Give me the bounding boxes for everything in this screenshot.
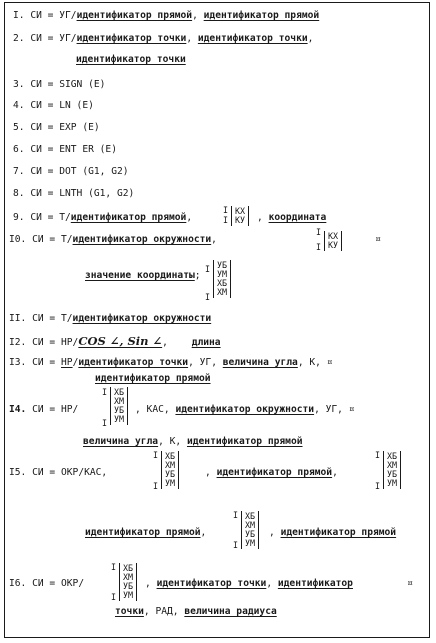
matrix-entry: ХБ <box>245 511 256 521</box>
item-number: 4. <box>13 100 25 111</box>
separator: / <box>72 357 79 368</box>
item-2 <box>13 34 313 44</box>
identifier-term: идентификатор окружности <box>72 313 212 324</box>
roman-marker: I <box>375 481 381 491</box>
item-10-continuation <box>85 271 201 281</box>
item-number: 8. <box>13 188 25 199</box>
separator: , <box>200 527 207 538</box>
matrix-entry: ХБ <box>123 563 134 573</box>
matrix-entry: КХ <box>328 231 339 241</box>
item-13 <box>9 358 333 368</box>
matrix-entry: УМ <box>123 590 134 600</box>
matrix-entry: ХБ <box>114 387 125 397</box>
separator: , <box>307 33 314 44</box>
separator: , УГ, ¤ <box>314 404 355 415</box>
formula-prefix: СИ = Т/ <box>30 212 71 223</box>
separator: , <box>145 578 151 589</box>
item-number: I4. <box>9 404 27 415</box>
separator: , <box>211 234 217 245</box>
identifier-term: идентификатор <box>277 578 353 589</box>
matrix-entry: ХМ <box>387 460 398 470</box>
item-1 <box>13 11 319 21</box>
item-14 <box>9 405 78 415</box>
matrix-entry: ХМ <box>114 396 125 406</box>
bracket-matrix <box>213 260 231 298</box>
bracket-matrix <box>383 451 401 489</box>
item-number: 9. <box>13 212 25 223</box>
matrix-entry: УМ <box>165 478 176 488</box>
roman-marker: I <box>102 418 108 428</box>
identifier-term: идентификатор прямой <box>76 10 193 21</box>
matrix-entry: УМ <box>387 478 398 488</box>
item-14-tail <box>135 405 355 415</box>
continuation-mark-icon: ¤ <box>407 578 414 589</box>
matrix-entry: ХБ <box>165 451 176 461</box>
item-15-continuation <box>85 528 206 538</box>
roman-marker: I <box>111 562 117 572</box>
matrix-entry: ХМ <box>165 460 176 470</box>
formula: СИ = EXP (E) <box>30 122 100 133</box>
identifier-term: идентификатор точки <box>76 33 187 44</box>
identifier-term: идентификатор окружности <box>175 404 315 415</box>
formula-prefix: СИ = Т/ <box>32 234 73 245</box>
identifier-term: координата <box>268 212 327 223</box>
roman-marker: I <box>233 510 239 520</box>
matrix-entry: УМ <box>114 414 125 424</box>
formula-prefix: СИ = НР/ <box>32 404 79 415</box>
item-number: I2. <box>9 337 27 348</box>
separator: , <box>266 578 273 589</box>
item-15-tail <box>205 468 338 478</box>
item-14-continuation <box>83 437 303 447</box>
item-12 <box>9 336 221 348</box>
separator: , РАД, <box>143 606 185 617</box>
identifier-term: идентификатор прямой <box>95 373 211 384</box>
bracket-matrix <box>119 563 137 601</box>
matrix-entry: УМ <box>245 538 256 548</box>
matrix-entry: УБ <box>217 260 228 270</box>
item-number: I0. <box>9 234 27 245</box>
item-number: 3. <box>13 79 25 90</box>
roman-marker: I <box>102 387 108 397</box>
item-7 <box>13 167 129 177</box>
identifier-term: величина угла <box>222 357 298 368</box>
identifier-term: идентификатор точки <box>156 578 267 589</box>
separator: , <box>332 467 338 478</box>
matrix-entry: ХБ <box>387 451 398 461</box>
roman-marker: I <box>375 450 381 460</box>
item-number: 6. <box>13 144 25 155</box>
matrix-entry: КУ <box>235 215 246 225</box>
bracket-matrix <box>324 231 342 251</box>
separator: , <box>257 212 263 223</box>
item-3 <box>13 80 105 90</box>
roman-marker: I <box>205 264 211 274</box>
item-number: I3. <box>9 357 27 368</box>
identifier-term: точки <box>115 606 144 617</box>
separator: , <box>186 212 193 223</box>
item-number: 2. <box>13 33 25 44</box>
item-15 <box>9 468 107 478</box>
item-number: I. <box>13 10 25 21</box>
document-page <box>4 2 430 638</box>
separator: , <box>192 10 198 21</box>
item-9 <box>13 213 192 223</box>
item-16 <box>9 579 84 589</box>
separator: , К, <box>158 436 187 447</box>
formula: СИ = DOT (G1, G2) <box>30 166 129 177</box>
formula-prefix: СИ = ОКР/КАС, <box>32 467 108 478</box>
bracket-matrix <box>231 206 249 226</box>
item-11 <box>9 314 211 324</box>
formula-prefix: СИ = УГ/ <box>30 10 77 21</box>
roman-marker: I <box>223 205 229 215</box>
matrix-entry: ХМ <box>245 520 256 530</box>
formula: СИ = SIGN (E) <box>30 79 106 90</box>
matrix-entry: УБ <box>165 469 176 479</box>
roman-marker: I <box>233 540 239 550</box>
identifier-term: идентификатор прямой <box>203 10 320 21</box>
roman-marker: I <box>205 292 211 302</box>
item-number: I5. <box>9 467 27 478</box>
matrix-entry: КУ <box>328 240 339 250</box>
item-number: II. <box>9 313 27 324</box>
matrix-entry: УБ <box>245 529 256 539</box>
handwritten-term: COS ∠, Sin ∠ <box>78 334 163 348</box>
identifier-term: идентификатор точки <box>76 54 186 65</box>
operator-term: НР <box>61 357 73 368</box>
separator: , УГ, <box>188 357 223 368</box>
identifier-term: идентификатор прямой <box>70 212 187 223</box>
item-number: 5. <box>13 122 25 133</box>
item-number: I6. <box>9 578 27 589</box>
formula-prefix: СИ = Т/ <box>32 313 73 324</box>
separator: , К, ¤ <box>297 357 333 368</box>
item-10 <box>9 235 217 245</box>
roman-marker: I <box>153 481 159 491</box>
identifier-term: идентификатор точки <box>197 33 308 44</box>
item-5 <box>13 123 100 133</box>
matrix-entry: ХМ <box>217 287 228 297</box>
separator: ; <box>194 270 201 281</box>
separator: , <box>162 337 168 348</box>
identifier-term: идентификатор прямой <box>186 436 303 447</box>
identifier-term: идентификатор прямой <box>85 527 201 538</box>
formula-prefix: СИ = <box>32 357 61 368</box>
item-13-continuation <box>95 374 211 384</box>
matrix-entry: УБ <box>123 581 134 591</box>
formula-prefix: СИ = НР/ <box>32 337 79 348</box>
item-number: 7. <box>13 166 25 177</box>
formula: СИ = LNTH (G1, G2) <box>30 188 135 199</box>
identifier-term: идентификатор прямой <box>280 527 397 538</box>
item-15-end <box>269 528 396 538</box>
continuation-mark-icon: ¤ <box>375 234 382 245</box>
item-8 <box>13 189 134 199</box>
matrix-entry: УБ <box>114 405 125 415</box>
roman-marker: I <box>153 450 159 460</box>
separator: , КАС, <box>135 404 176 415</box>
matrix-entry: ХМ <box>123 572 134 582</box>
item-2-continuation <box>76 55 186 65</box>
matrix-entry: ХБ <box>217 278 228 288</box>
item-16-continuation <box>115 607 277 617</box>
roman-marker: I <box>223 215 229 225</box>
formula: СИ = ENT ER (E) <box>30 144 117 155</box>
bracket-matrix <box>161 451 179 489</box>
identifier-term: величина радиуса <box>184 606 277 617</box>
bracket-matrix <box>241 511 259 549</box>
identifier-term: идентификатор прямой <box>216 467 333 478</box>
bracket-matrix <box>110 387 128 425</box>
roman-marker: I <box>316 242 322 252</box>
roman-marker: I <box>111 592 117 602</box>
separator: , <box>269 527 275 538</box>
identifier-term: значение координаты <box>85 270 195 281</box>
formula: СИ = LN (E) <box>30 100 94 111</box>
roman-marker: I <box>316 227 322 237</box>
item-16-tail <box>145 579 353 589</box>
matrix-entry: УБ <box>387 469 398 479</box>
item-9-tail <box>257 213 326 223</box>
matrix-entry: УМ <box>217 269 228 279</box>
identifier-term: величина угла <box>83 436 159 447</box>
formula-prefix: СИ = ОКР/ <box>32 578 85 589</box>
separator: , <box>205 467 211 478</box>
matrix-entry: КХ <box>235 206 246 216</box>
identifier-term: идентификатор окружности <box>72 234 212 245</box>
item-4 <box>13 101 94 111</box>
item-6 <box>13 145 117 155</box>
separator: , <box>186 33 193 44</box>
identifier-term: идентификатор точки <box>78 357 189 368</box>
formula-prefix: СИ = УГ/ <box>30 33 77 44</box>
identifier-term: длина <box>191 337 221 348</box>
